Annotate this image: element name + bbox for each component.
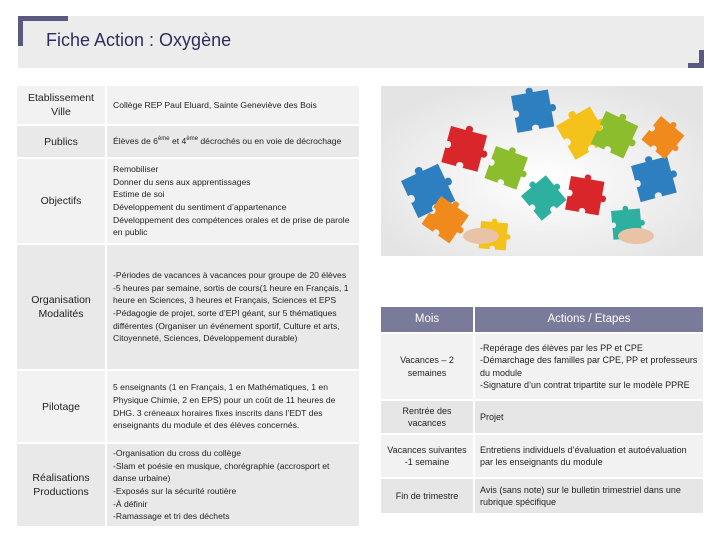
timeline-row [381,334,703,401]
row-realisations [17,444,359,528]
action-info-table [17,86,359,528]
timeline-row [381,479,703,515]
publics-text: Élèves de 6ème et 4ème décrochés ou en voie de décrochage [113,136,342,147]
actions-cell: Avis (sans note) sur le bulletin trimestriel dans une rubrique spécifique [475,479,703,513]
puzzle-pieces-image [381,86,703,256]
row-label: Pilotage [17,371,107,442]
actions-cell: -Repérage des élèves par les PP et CPE -Démarchage des familles par CPE, PP et professeurs du module -Signature d’un contrat tripartite sur le modèle PPRE [475,334,703,399]
row-content: Remobiliser Donner du sens aux apprentissages Estime de soi Développement du sentiment d’appartenance Développement des compétences orales et de prise de parole en public [107,159,359,243]
mois-cell: Rentrée des vacances [381,401,475,433]
row-content: 5 enseignants (1 en Français, 1 en Mathématiques, 1 en Physique Chimie, 2 en EPS) pour un coût de 11 heures de DHG. 3 créneaux horaires fixes inscrits dans l’EDT des enseignants du module et des élèves concernés. [107,371,359,442]
row-label: Organisation Modalités [17,245,107,369]
header-actions: Actions / Etapes [475,307,703,332]
timeline-row [381,401,703,435]
actions-cell: Entretiens individuels d’évaluation et autoévaluation par les enseignants du module [475,435,703,477]
row-content [107,126,359,157]
actions-cell: Projet [475,401,703,433]
row-label: Etablissement Ville [17,86,107,124]
mois-cell: Vacances – 2 semaines [381,334,475,399]
timeline-header-row [381,307,703,334]
row-content: -Organisation du cross du collège -Slam et poésie en musique, chorégraphie (accrosport et danse urbaine) -Exposés sur la sécurité routière -À définir -Ramassage et tri des déchets [107,444,359,526]
mois-cell: Vacances suivantes -1 semaine [381,435,475,477]
row-content: -Périodes de vacances à vacances pour groupe de 20 élèves -5 heures par semaine, sortis de cours(1 heure en Français, 1 heure en Sciences, 3 heures et Français, Sciences et EPS -Pédagogie de projet, sorte d’EPI géant, sur 5 thématiques différentes (Organiser un événement sportif, Culture et arts, Citoyenneté, Sciences, Développement durable) [107,245,359,369]
row-etablissement [17,86,359,126]
row-label: Réalisations Productions [17,444,107,526]
row-content: Collège REP Paul Eluard, Sainte Geneviève des Bois [107,86,359,124]
corner-bracket-bottom-right [688,50,704,68]
row-pilotage [17,371,359,444]
row-label: Publics [17,126,107,157]
row-label: Objectifs [17,159,107,243]
row-organisation [17,245,359,371]
row-publics [17,126,359,159]
header-mois: Mois [381,307,475,332]
page-title: Fiche Action : Oxygène [46,30,232,50]
row-objectifs [17,159,359,245]
mois-cell: Fin de trimestre [381,479,475,513]
timeline-row [381,435,703,479]
timeline-table [381,307,703,515]
